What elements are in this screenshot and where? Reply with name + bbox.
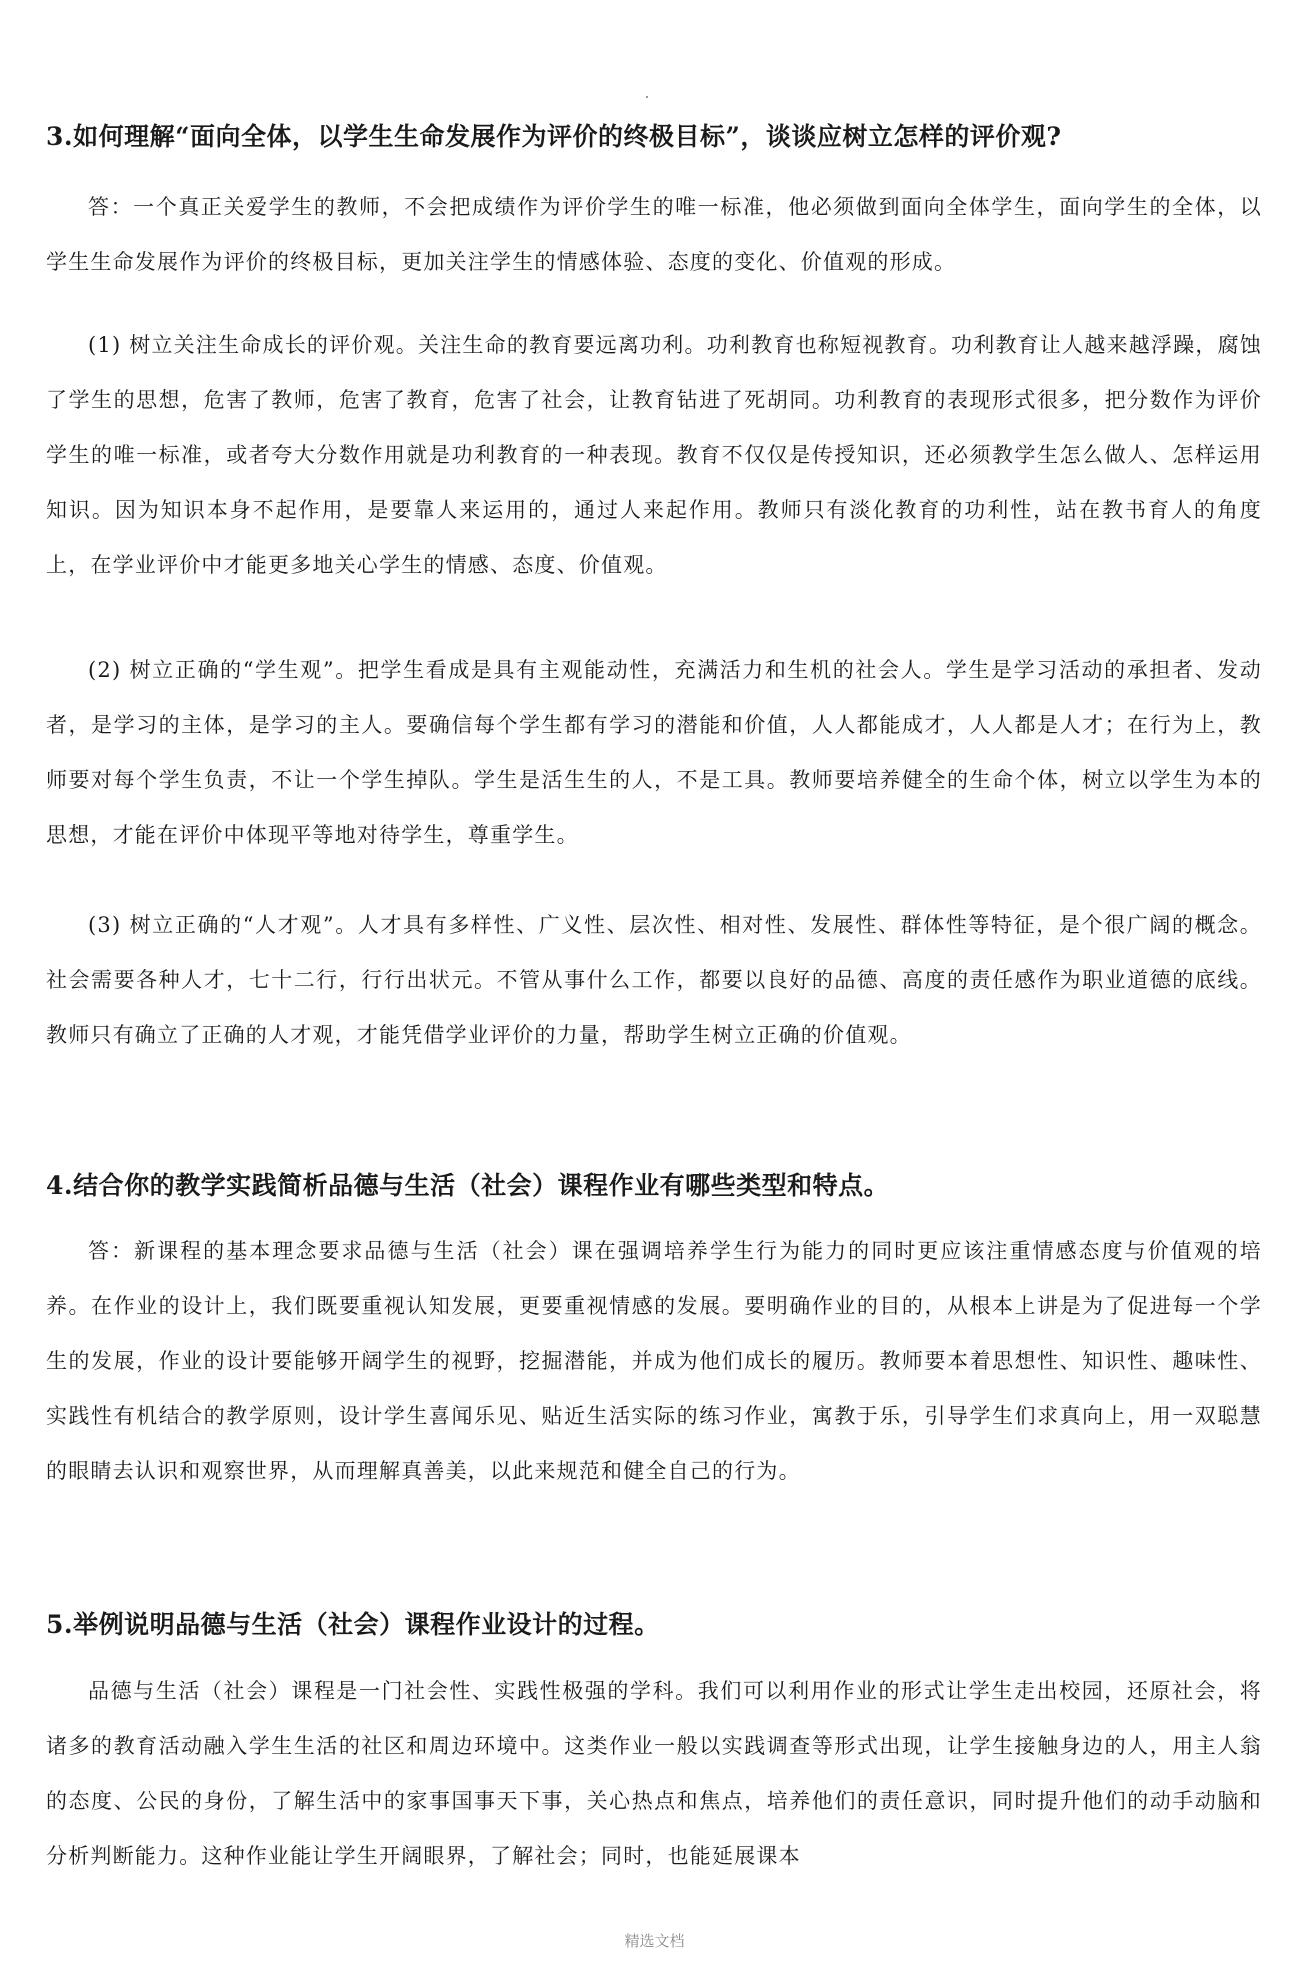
question-3-point-3: (3) 树立正确的“人才观”。人才具有多样性、广义性、层次性、相对性、发展性、群体性等特征，是个很广阔的概念。社会需要各种人才，七十二行，行行出状元。不管从事什么工作，都要以良好的品德、高度的责任感作为职业道德的底线。教师只有确立了正确的人才观，才能凭借学业评价的力量，帮助学生树立正确的价值观。 [46, 913, 1262, 1047]
question-3-answer-intro: 答：一个真正关爱学生的教师，不会把成绩作为评价学生的唯一标准，他必须做到面向全体学生，面向学生的全体，以学生生命发展作为评价的终极目标，更加关注学生的情感体验、态度的变化、价值观的形成。 [46, 195, 1262, 274]
question-5-heading: 5.举例说明品德与生活（社会）课程作业设计的过程。 [46, 1610, 660, 1639]
question-3-point-1: (1) 树立关注生命成长的评价观。关注生命的教育要远离功利。功利教育也称短视教育。功利教育让人越来越浮躁，腐蚀了学生的思想，危害了教师，危害了教育，危害了社会，让教育钻进了死胡同。功利教育的表现形式很多，把分数作为评价学生的唯一标准，或者夸大分数作用就是功利教育的一种表现。教育不仅仅是传授知识，还必须教学生怎么做人、怎样运用知识。因为知识本身不起作用，是要靠人来运用的，通过人来起作用。教师只有淡化教育的功利性，站在教书育人的角度上，在学业评价中才能更多地关心学生的情感、态度、价值观。 [46, 333, 1262, 577]
question-4-answer: 答：新课程的基本理念要求品德与生活（社会）课在强调培养学生行为能力的同时更应该注重情感态度与价值观的培养。在作业的设计上，我们既要重视认知发展，更要重视情感的发展。要明确作业的目的，从根本上讲是为了促进每一个学生的发展，作业的设计要能够开阔学生的视野，挖掘潜能，并成为他们成长的履历。教师要本着思想性、知识性、趣味性、实践性有机结合的教学原则，设计学生喜闻乐见、贴近生活实际的练习作业，寓教于乐，引导学生们求真向上，用一双聪慧的眼睛去认识和观察世界，从而理解真善美，以此来规范和健全自己的行为。 [46, 1239, 1262, 1483]
question-3-heading: 3.如何理解“面向全体，以学生生命发展作为评价的终极目标”，谈谈应树立怎样的评价观? [46, 122, 1062, 151]
question-3-point-2: (2) 树立正确的“学生观”。把学生看成是具有主观能动性，充满活力和生机的社会人。学生是学习活动的承担者、发动者，是学习的主体，是学习的主人。要确信每个学生都有学习的潜能和价值，人人都能成才，人人都是人才；在行为上，教师要对每个学生负责，不让一个学生掉队。学生是活生生的人，不是工具。教师要培养健全的生命个体，树立以学生为本的思想，才能在评价中体现平等地对待学生，尊重学生。 [46, 658, 1262, 847]
question-4-heading: 4.结合你的教学实践简析品德与生活（社会）课程作业有哪些类型和特点。 [46, 1171, 890, 1200]
page-mark [646, 96, 648, 98]
question-5-answer: 品德与生活（社会）课程是一门社会性、实践性极强的学科。我们可以利用作业的形式让学生走出校园，还原社会，将诸多的教育活动融入学生生活的社区和周边环境中。这类作业一般以实践调查等形式出现，让学生接触身边的人，用主人翁的态度、公民的身份，了解生活中的家事国事天下事，关心热点和焦点，培养他们的责任意识，同时提升他们的动手动脑和分析判断能力。这种作业能让学生开阔眼界，了解社会；同时，也能延展课本 [46, 1679, 1262, 1868]
page-footer: 精选文档 [624, 1932, 685, 1950]
